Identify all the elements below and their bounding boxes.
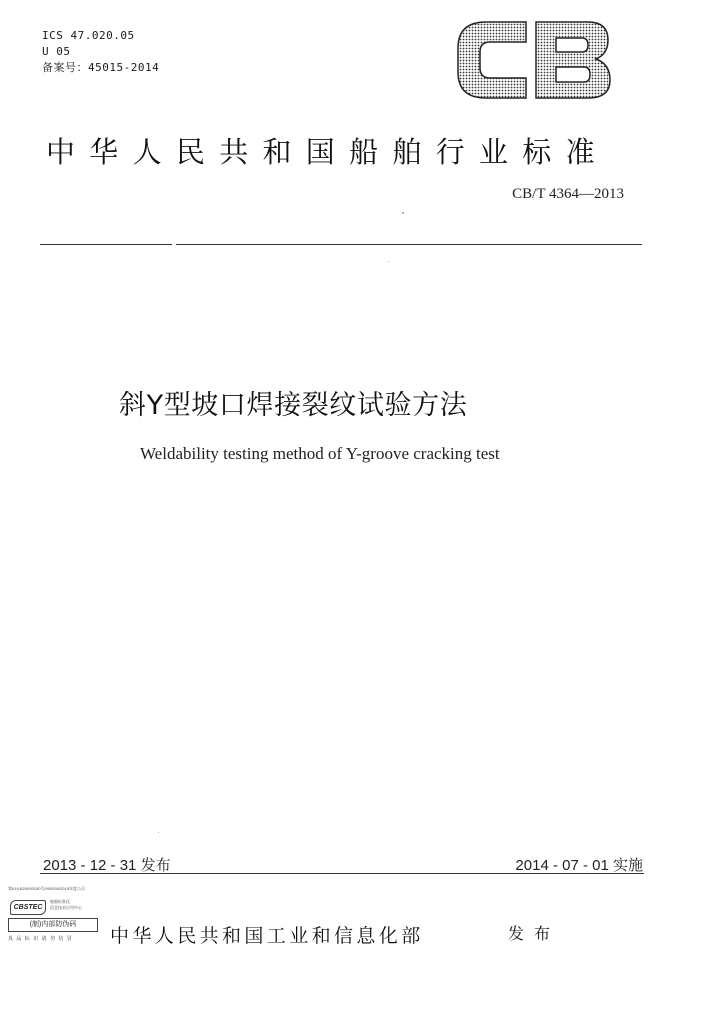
publish-label: 发布	[508, 924, 561, 943]
standard-code: CB/T 4364—2013	[512, 186, 624, 202]
document-title-chinese: 斜Y型坡口焊接裂纹试验方法	[119, 390, 468, 421]
header-divider	[40, 244, 172, 245]
cb-logo	[456, 20, 612, 100]
issue-date: 2013 - 12 - 31 发布	[43, 857, 171, 874]
stamp-code-box: (制)内部防伪码	[8, 918, 98, 932]
anti-counterfeit-stamp	[4, 880, 104, 948]
classification-code: U 05	[42, 45, 71, 58]
document-title-english: Weldability testing method of Y-groove cracking test	[140, 444, 500, 463]
implementation-date: 2014 - 07 - 01 实施	[515, 857, 643, 874]
cbstec-logo: CBSTEC	[10, 900, 46, 915]
record-number: 备案号：45015-2014	[42, 61, 160, 74]
header-divider	[176, 244, 642, 245]
scan-speck	[388, 261, 389, 262]
stamp-serial: 第019-B20000150号/000000/2015年度公示	[8, 886, 85, 891]
standard-series-title: 中华人民共和国船舶行业标准	[46, 135, 609, 169]
issuing-authority: 中华人民共和国工业和信息化部	[110, 925, 424, 947]
footer-divider	[40, 873, 644, 874]
stamp-authentic-mark: 真 品 标 识 请 勿 仿 冒	[8, 936, 73, 942]
ics-code: ICS 47.020.05	[42, 29, 135, 42]
scan-speck	[158, 832, 159, 833]
stamp-org: 船舶标准化 信息技术应用中心	[50, 899, 82, 910]
scan-speck	[402, 212, 404, 214]
